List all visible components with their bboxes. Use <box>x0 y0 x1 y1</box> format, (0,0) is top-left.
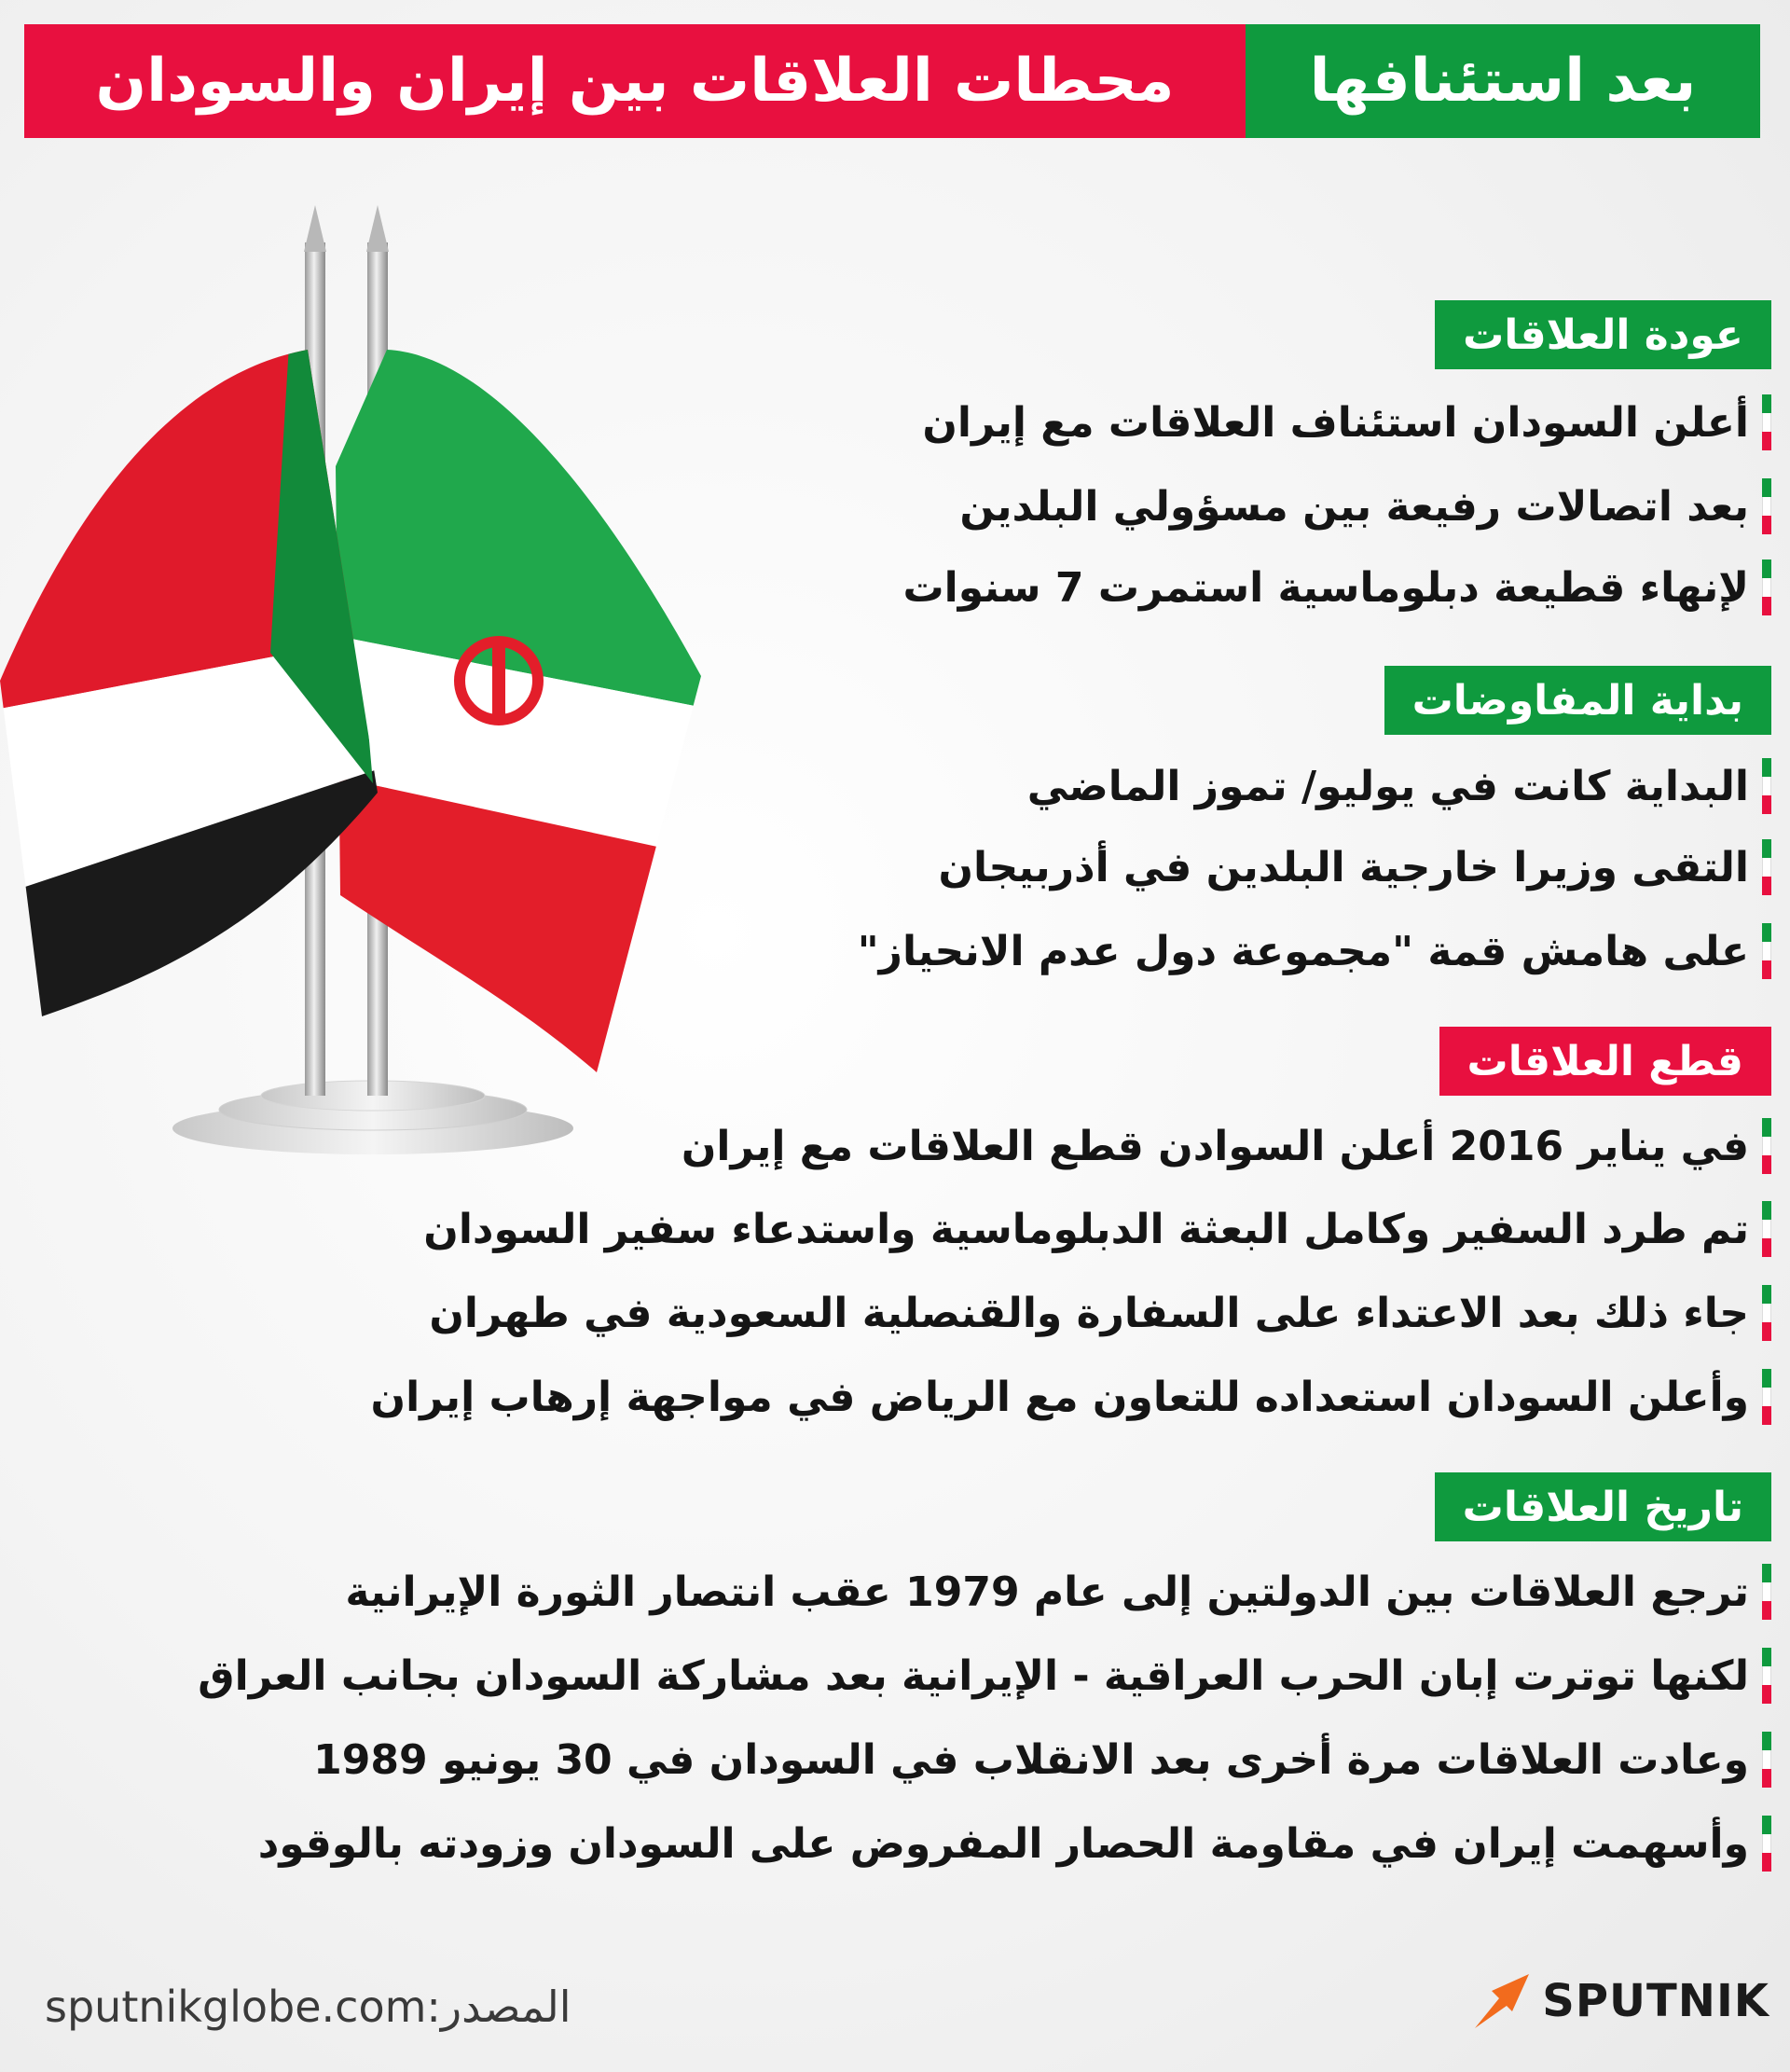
bullet-icon <box>1762 478 1771 534</box>
bullet-icon <box>1762 559 1771 615</box>
section-heading-history: تاريخ العلاقات <box>1435 1472 1771 1541</box>
sudan-flag <box>0 326 392 1119</box>
list-item <box>682 1113 1771 1179</box>
item-text: جاء ذلك بعد الاعتداء على السفارة والقنصلية السعودية في طهران <box>429 1289 1749 1337</box>
bullet-icon <box>1762 1732 1771 1788</box>
list-item <box>1027 753 1771 819</box>
item-text: البداية كانت في يوليو/ تموز الماضي <box>1026 762 1749 810</box>
list-item <box>938 835 1771 900</box>
title-main: محطات العلاقات بين إيران والسودان <box>95 47 1175 116</box>
item-text: التقى وزيرا خارجية البلدين في أذربيجان <box>938 843 1749 891</box>
title-green-block <box>1246 24 1760 138</box>
item-text: على هامش قمة "مجموعة دول عدم الانحياز" <box>857 927 1749 975</box>
list-item <box>858 919 1771 984</box>
item-text: أعلن السودان استئناف العلاقات مع إيران <box>922 398 1749 447</box>
bullet-icon <box>1762 758 1771 814</box>
list-item <box>371 1364 1771 1430</box>
list-item <box>922 390 1771 455</box>
bullet-icon <box>1762 1816 1771 1872</box>
bullet-icon <box>1762 1648 1771 1704</box>
item-text: وأعلن السودان استعداده للتعاون مع الرياض في مواجهة إرهاب إيران <box>370 1373 1749 1421</box>
bullet-icon <box>1762 1369 1771 1425</box>
section-heading-negotiations: بداية المفاوضات <box>1384 666 1771 735</box>
source-credit <box>45 1982 571 2032</box>
item-text: لكنها توترت إبان الحرب العراقية - الإيرانية بعد مشاركة السودان بجانب العراق <box>198 1651 1749 1700</box>
sputnik-arrow-icon <box>1471 1970 1533 2032</box>
list-item <box>313 1727 1771 1792</box>
list-item <box>902 555 1771 620</box>
item-text: وأسهمت إيران في مقاومة الحصار المفروض على السودان وزودته بالوقود <box>257 1819 1749 1868</box>
item-text: وعادت العلاقات مرة أخرى بعد الانقلاب في السودان في 30 يونيو 1989 <box>313 1735 1749 1784</box>
section-heading-return: عودة العلاقات <box>1435 300 1771 369</box>
bullet-icon <box>1762 923 1771 979</box>
list-item <box>258 1811 1771 1876</box>
item-text: ترجع العلاقات بين الدولتين إلى عام 1979 عقب انتصار الثورة الإيرانية <box>345 1568 1749 1616</box>
item-text: لإنهاء قطيعة دبلوماسية استمرت 7 سنوات <box>902 563 1749 612</box>
bullet-icon <box>1762 1564 1771 1620</box>
item-text: بعد اتصالات رفيعة بين مسؤولي البلدين <box>959 482 1749 531</box>
sputnik-logo <box>1471 1970 1769 2032</box>
title-red-block <box>24 24 1246 138</box>
bullet-icon <box>1762 839 1771 895</box>
bullet-icon <box>1762 1118 1771 1174</box>
item-text: تم طرد السفير وكامل البعثة الدبلوماسية واستدعاء سفير السودان <box>423 1205 1749 1253</box>
list-item <box>423 1196 1771 1262</box>
list-item <box>429 1280 1771 1346</box>
source-value: sputnikglobe.com <box>45 1982 427 2032</box>
bullet-icon <box>1762 1285 1771 1341</box>
list-item <box>345 1559 1771 1624</box>
source-label: المصدر: <box>426 1982 571 2032</box>
list-item <box>959 474 1771 539</box>
title-bar <box>24 24 1760 138</box>
bullet-icon <box>1762 1201 1771 1257</box>
brand-name: SPUTNIK <box>1542 1975 1769 2027</box>
bullet-icon <box>1762 394 1771 450</box>
flags-illustration <box>0 186 709 1175</box>
section-heading-severance: قطع العلاقات <box>1439 1027 1771 1096</box>
item-text: في يناير 2016 أعلن السوادن قطع العلاقات مع إيران <box>681 1122 1749 1170</box>
title-prefix: بعد استئنافها <box>1309 47 1697 116</box>
list-item <box>198 1643 1771 1708</box>
